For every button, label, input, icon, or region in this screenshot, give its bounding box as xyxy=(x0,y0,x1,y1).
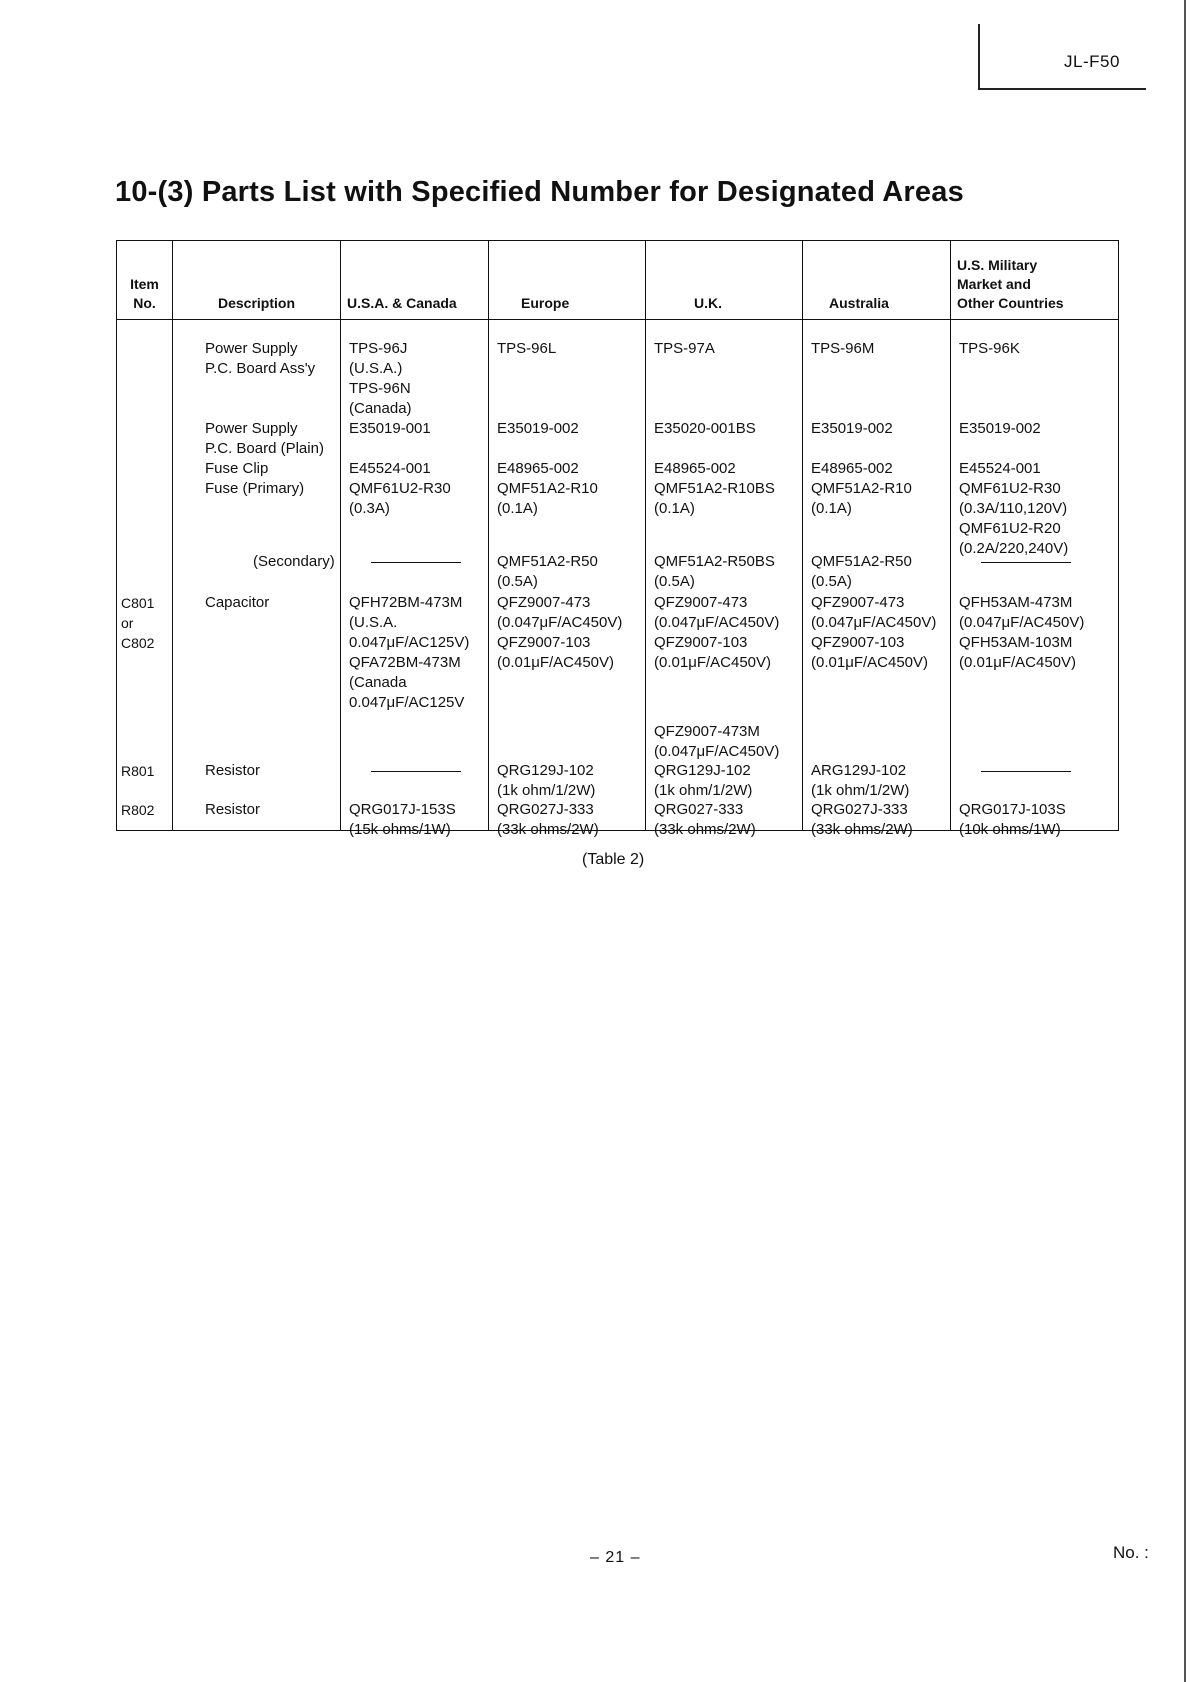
description-column xyxy=(173,320,341,831)
not-applicable-dash xyxy=(371,771,461,772)
usa-canada-cell: (0.3A) xyxy=(349,500,390,517)
military-cell: TPS-96K xyxy=(959,340,1020,357)
australia-cell: (0.5A) xyxy=(811,573,852,590)
military-cell: QFH53AM-103M xyxy=(959,634,1073,651)
usa-canada-cell: 0.047μF/AC125V xyxy=(349,694,465,711)
item-no-cell: R802 xyxy=(121,802,155,818)
usa-canada-cell: QRG017J-153S xyxy=(349,801,456,818)
description-cell: Power Supply xyxy=(205,420,298,437)
military-cell: QFH53AM-473M xyxy=(959,594,1073,611)
uk-cell: (0.5A) xyxy=(654,573,695,590)
description-cell: Capacitor xyxy=(205,594,270,611)
header-uk: U.K. xyxy=(646,241,803,320)
table-header-row xyxy=(117,241,1119,320)
not-applicable-dash xyxy=(981,771,1071,772)
uk-cell: E35020-001BS xyxy=(654,420,756,437)
uk-cell: (0.1A) xyxy=(654,500,695,517)
parts-table xyxy=(116,240,1119,838)
australia-cell: QMF51A2-R10 xyxy=(811,480,912,497)
military-cell: E45524-001 xyxy=(959,460,1041,477)
usa-canada-cell: TPS-96N xyxy=(349,380,411,397)
uk-cell: QRG027-333 xyxy=(654,801,744,818)
table-body-row xyxy=(117,320,1119,831)
usa-canada-cell: (15k ohms/1W) xyxy=(349,821,451,838)
australia-cell: ARG129J-102 xyxy=(811,762,907,779)
model-box xyxy=(978,24,1146,90)
uk-cell: (0.01μF/AC450V) xyxy=(654,654,772,671)
item-no-column xyxy=(117,320,173,831)
uk-cell: QFZ9007-103 xyxy=(654,634,748,651)
europe-cell: QMF51A2-R10 xyxy=(497,480,598,497)
item-no-cell: C802 xyxy=(121,635,155,651)
australia-cell: QFZ9007-473 xyxy=(811,594,905,611)
uk-cell: (1k ohm/1/2W) xyxy=(654,782,753,799)
australia-cell: (0.01μF/AC450V) xyxy=(811,654,929,671)
australia-column xyxy=(803,320,951,838)
usa-canada-cell: (Canada xyxy=(349,674,407,691)
description-cell: Resistor xyxy=(205,801,261,818)
uk-cell: TPS-97A xyxy=(654,340,715,357)
usa-canada-column xyxy=(341,320,489,838)
uk-cell: QMF51A2-R50BS xyxy=(654,553,775,570)
uk-cell: QFZ9007-473M xyxy=(654,723,760,740)
uk-cell: (0.047μF/AC450V) xyxy=(654,743,780,760)
uk-cell: QRG129J-102 xyxy=(654,762,751,779)
europe-cell: (0.01μF/AC450V) xyxy=(497,654,615,671)
description-cell: Resistor xyxy=(205,762,261,779)
header-europe: Europe xyxy=(489,241,646,320)
europe-cell: (1k ohm/1/2W) xyxy=(497,782,596,799)
europe-cell: (33k ohms/2W) xyxy=(497,821,599,838)
military-cell: QRG017J-103S xyxy=(959,801,1066,818)
usa-canada-cell: 0.047μF/AC125V) xyxy=(349,634,470,651)
uk-cell: E48965-002 xyxy=(654,460,736,477)
description-cell: P.C. Board Ass'y xyxy=(205,360,316,377)
europe-cell: QFZ9007-473 xyxy=(497,594,591,611)
item-no-cell: C801 xyxy=(121,595,155,611)
europe-cell: QMF51A2-R50 xyxy=(497,553,598,570)
military-column xyxy=(951,320,1119,838)
description-cell: P.C. Board (Plain) xyxy=(205,440,324,457)
europe-cell: E35019-002 xyxy=(497,420,579,437)
europe-cell: QRG129J-102 xyxy=(497,762,594,779)
scan-edge xyxy=(1184,0,1186,1682)
usa-canada-cell: QFH72BM-473M xyxy=(349,594,463,611)
usa-canada-cell: TPS-96J xyxy=(349,340,408,357)
military-cell: QMF61U2-R30 xyxy=(959,480,1061,497)
usa-canada-cell: QMF61U2-R30 xyxy=(349,480,451,497)
australia-cell: (0.047μF/AC450V) xyxy=(811,614,937,631)
header-australia: Australia xyxy=(803,241,951,320)
document-number: No. : xyxy=(1113,1543,1149,1562)
header-military: U.S. Military Market and Other Countries xyxy=(951,241,1119,320)
europe-cell: (0.5A) xyxy=(497,573,538,590)
military-cell: (0.3A/110,120V) xyxy=(959,500,1068,517)
table-caption: (Table 2) xyxy=(582,851,645,868)
europe-cell: QFZ9007-103 xyxy=(497,634,591,651)
page-title: 10-(3) Parts List with Specified Number for Designated Areas xyxy=(115,176,964,208)
description-cell: Fuse (Primary) xyxy=(205,480,305,497)
military-cell: QMF61U2-R20 xyxy=(959,520,1061,537)
uk-cell: QFZ9007-473 xyxy=(654,594,748,611)
description-cell: (Secondary) xyxy=(253,553,335,570)
item-no-cell: R801 xyxy=(121,763,155,779)
australia-cell: (0.1A) xyxy=(811,500,852,517)
australia-cell: E48965-002 xyxy=(811,460,893,477)
military-cell: (0.047μF/AC450V) xyxy=(959,614,1085,631)
australia-cell: QRG027J-333 xyxy=(811,801,908,818)
model-code: JL-F50 xyxy=(1064,52,1120,71)
europe-cell: E48965-002 xyxy=(497,460,579,477)
usa-canada-cell: E45524-001 xyxy=(349,460,431,477)
uk-column xyxy=(646,320,803,838)
military-cell: (0.2A/220,240V) xyxy=(959,540,1069,557)
not-applicable-dash xyxy=(981,562,1071,563)
usa-canada-cell: (Canada) xyxy=(349,400,412,417)
uk-cell: QMF51A2-R10BS xyxy=(654,480,775,497)
description-cell: Power Supply xyxy=(205,340,298,357)
uk-cell: (0.047μF/AC450V) xyxy=(654,614,780,631)
australia-cell: (33k ohms/2W) xyxy=(811,821,913,838)
header-item-no: Item No. xyxy=(117,241,173,320)
uk-cell: (33k ohms/2W) xyxy=(654,821,756,838)
australia-cell: QMF51A2-R50 xyxy=(811,553,912,570)
australia-cell: QFZ9007-103 xyxy=(811,634,905,651)
page-number: – 21 – xyxy=(590,1549,641,1566)
military-cell: (0.01μF/AC450V) xyxy=(959,654,1077,671)
australia-cell: E35019-002 xyxy=(811,420,893,437)
description-cell: Fuse Clip xyxy=(205,460,269,477)
header-description: Description xyxy=(173,241,341,320)
header-usa-canada: U.S.A. & Canada xyxy=(341,241,489,320)
usa-canada-cell: QFA72BM-473M xyxy=(349,654,461,671)
europe-cell: QRG027J-333 xyxy=(497,801,594,818)
military-cell: E35019-002 xyxy=(959,420,1041,437)
item-no-cell: or xyxy=(121,615,134,631)
europe-cell: (0.1A) xyxy=(497,500,538,517)
europe-cell: (0.047μF/AC450V) xyxy=(497,614,623,631)
europe-column xyxy=(489,320,646,838)
australia-cell: (1k ohm/1/2W) xyxy=(811,782,910,799)
military-cell: (10k ohms/1W) xyxy=(959,821,1061,838)
usa-canada-cell: E35019-001 xyxy=(349,420,431,437)
not-applicable-dash xyxy=(371,562,461,563)
usa-canada-cell: (U.S.A.) xyxy=(349,360,403,377)
usa-canada-cell: (U.S.A. xyxy=(349,614,398,631)
australia-cell: TPS-96M xyxy=(811,340,875,357)
europe-cell: TPS-96L xyxy=(497,340,557,357)
